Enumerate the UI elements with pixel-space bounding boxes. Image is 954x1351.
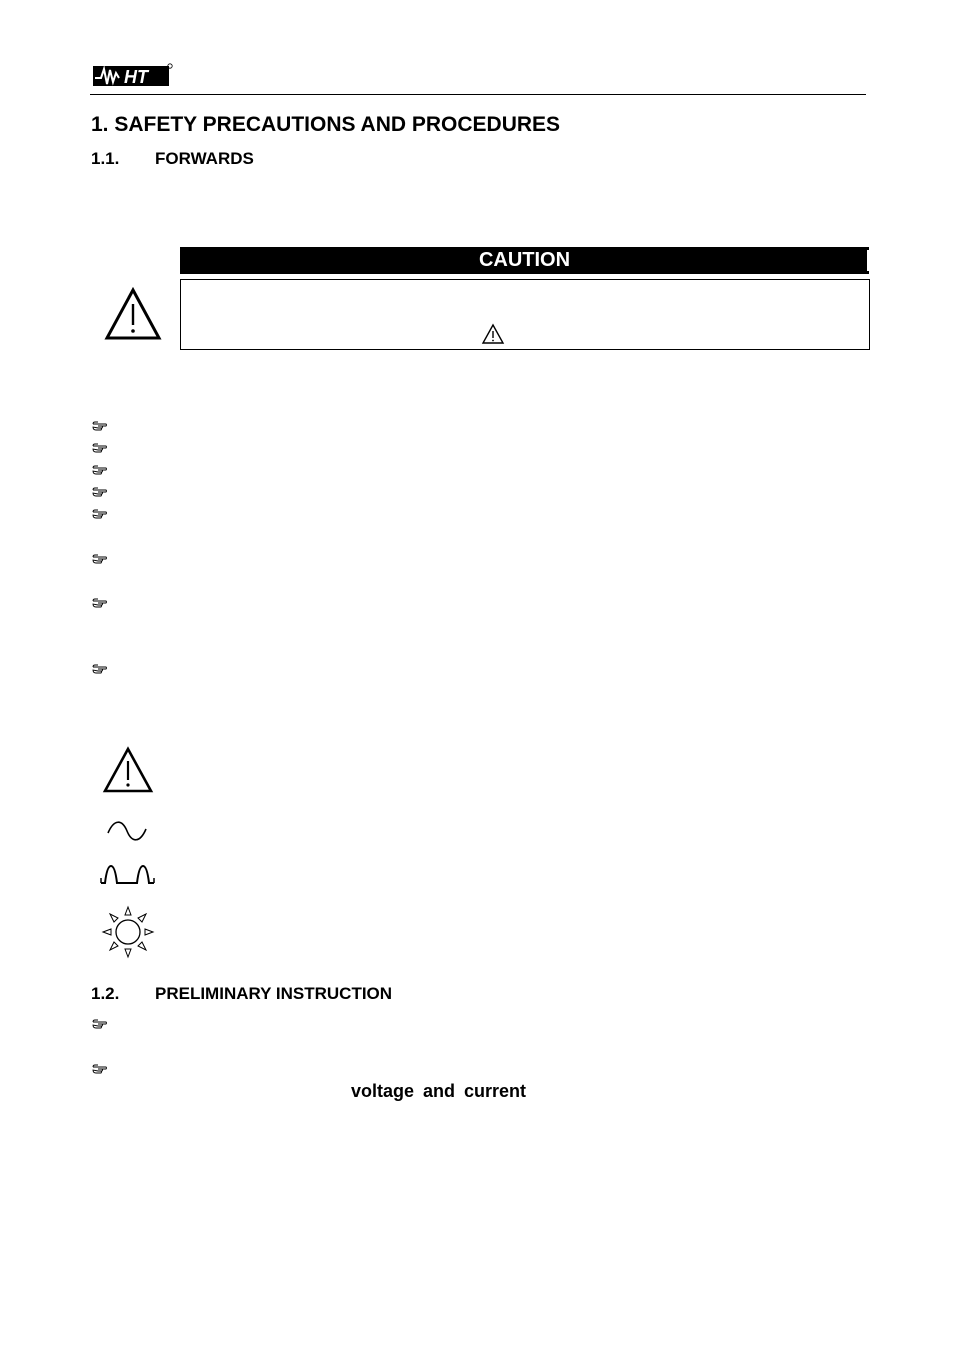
pointing-hand-icon xyxy=(92,486,108,498)
section-1-2-number: 1.2. xyxy=(91,984,120,1003)
ht-logo xyxy=(93,62,173,88)
caution-box xyxy=(180,279,870,350)
section-1-2-heading xyxy=(91,984,392,1004)
pointing-hand-icon xyxy=(92,508,108,520)
caution-label: CAUTION xyxy=(478,249,571,271)
pointing-hand-icon xyxy=(92,464,108,476)
section-1-1-title: FORWARDS xyxy=(155,149,254,168)
section-1-1-heading xyxy=(91,149,254,169)
ac-wave-icon xyxy=(106,819,148,843)
pointing-hand-icon xyxy=(92,420,108,432)
warning-triangle-small-icon xyxy=(481,323,505,345)
logo-text: HT xyxy=(124,67,148,87)
sun-icon xyxy=(101,905,155,959)
pulse-wave-icon xyxy=(99,862,157,886)
warning-triangle-icon xyxy=(104,287,162,341)
pointing-hand-icon xyxy=(92,663,108,675)
pointing-hand-icon xyxy=(92,1018,108,1030)
pointing-hand-icon xyxy=(92,553,108,565)
section-1-1-number: 1.1. xyxy=(91,149,120,168)
voltage-current-emphasis: voltage and current xyxy=(351,1081,527,1101)
warning-triangle-icon xyxy=(102,746,154,794)
section-1-title: 1. SAFETY PRECAUTIONS AND PROCEDURES xyxy=(91,113,561,136)
pointing-hand-icon xyxy=(92,1063,108,1075)
pointing-hand-icon xyxy=(92,597,108,609)
pointing-hand-icon xyxy=(92,442,108,454)
section-1-2-title: PRELIMINARY INSTRUCTION xyxy=(155,984,393,1003)
header-divider xyxy=(90,94,866,95)
caution-banner xyxy=(180,247,869,274)
